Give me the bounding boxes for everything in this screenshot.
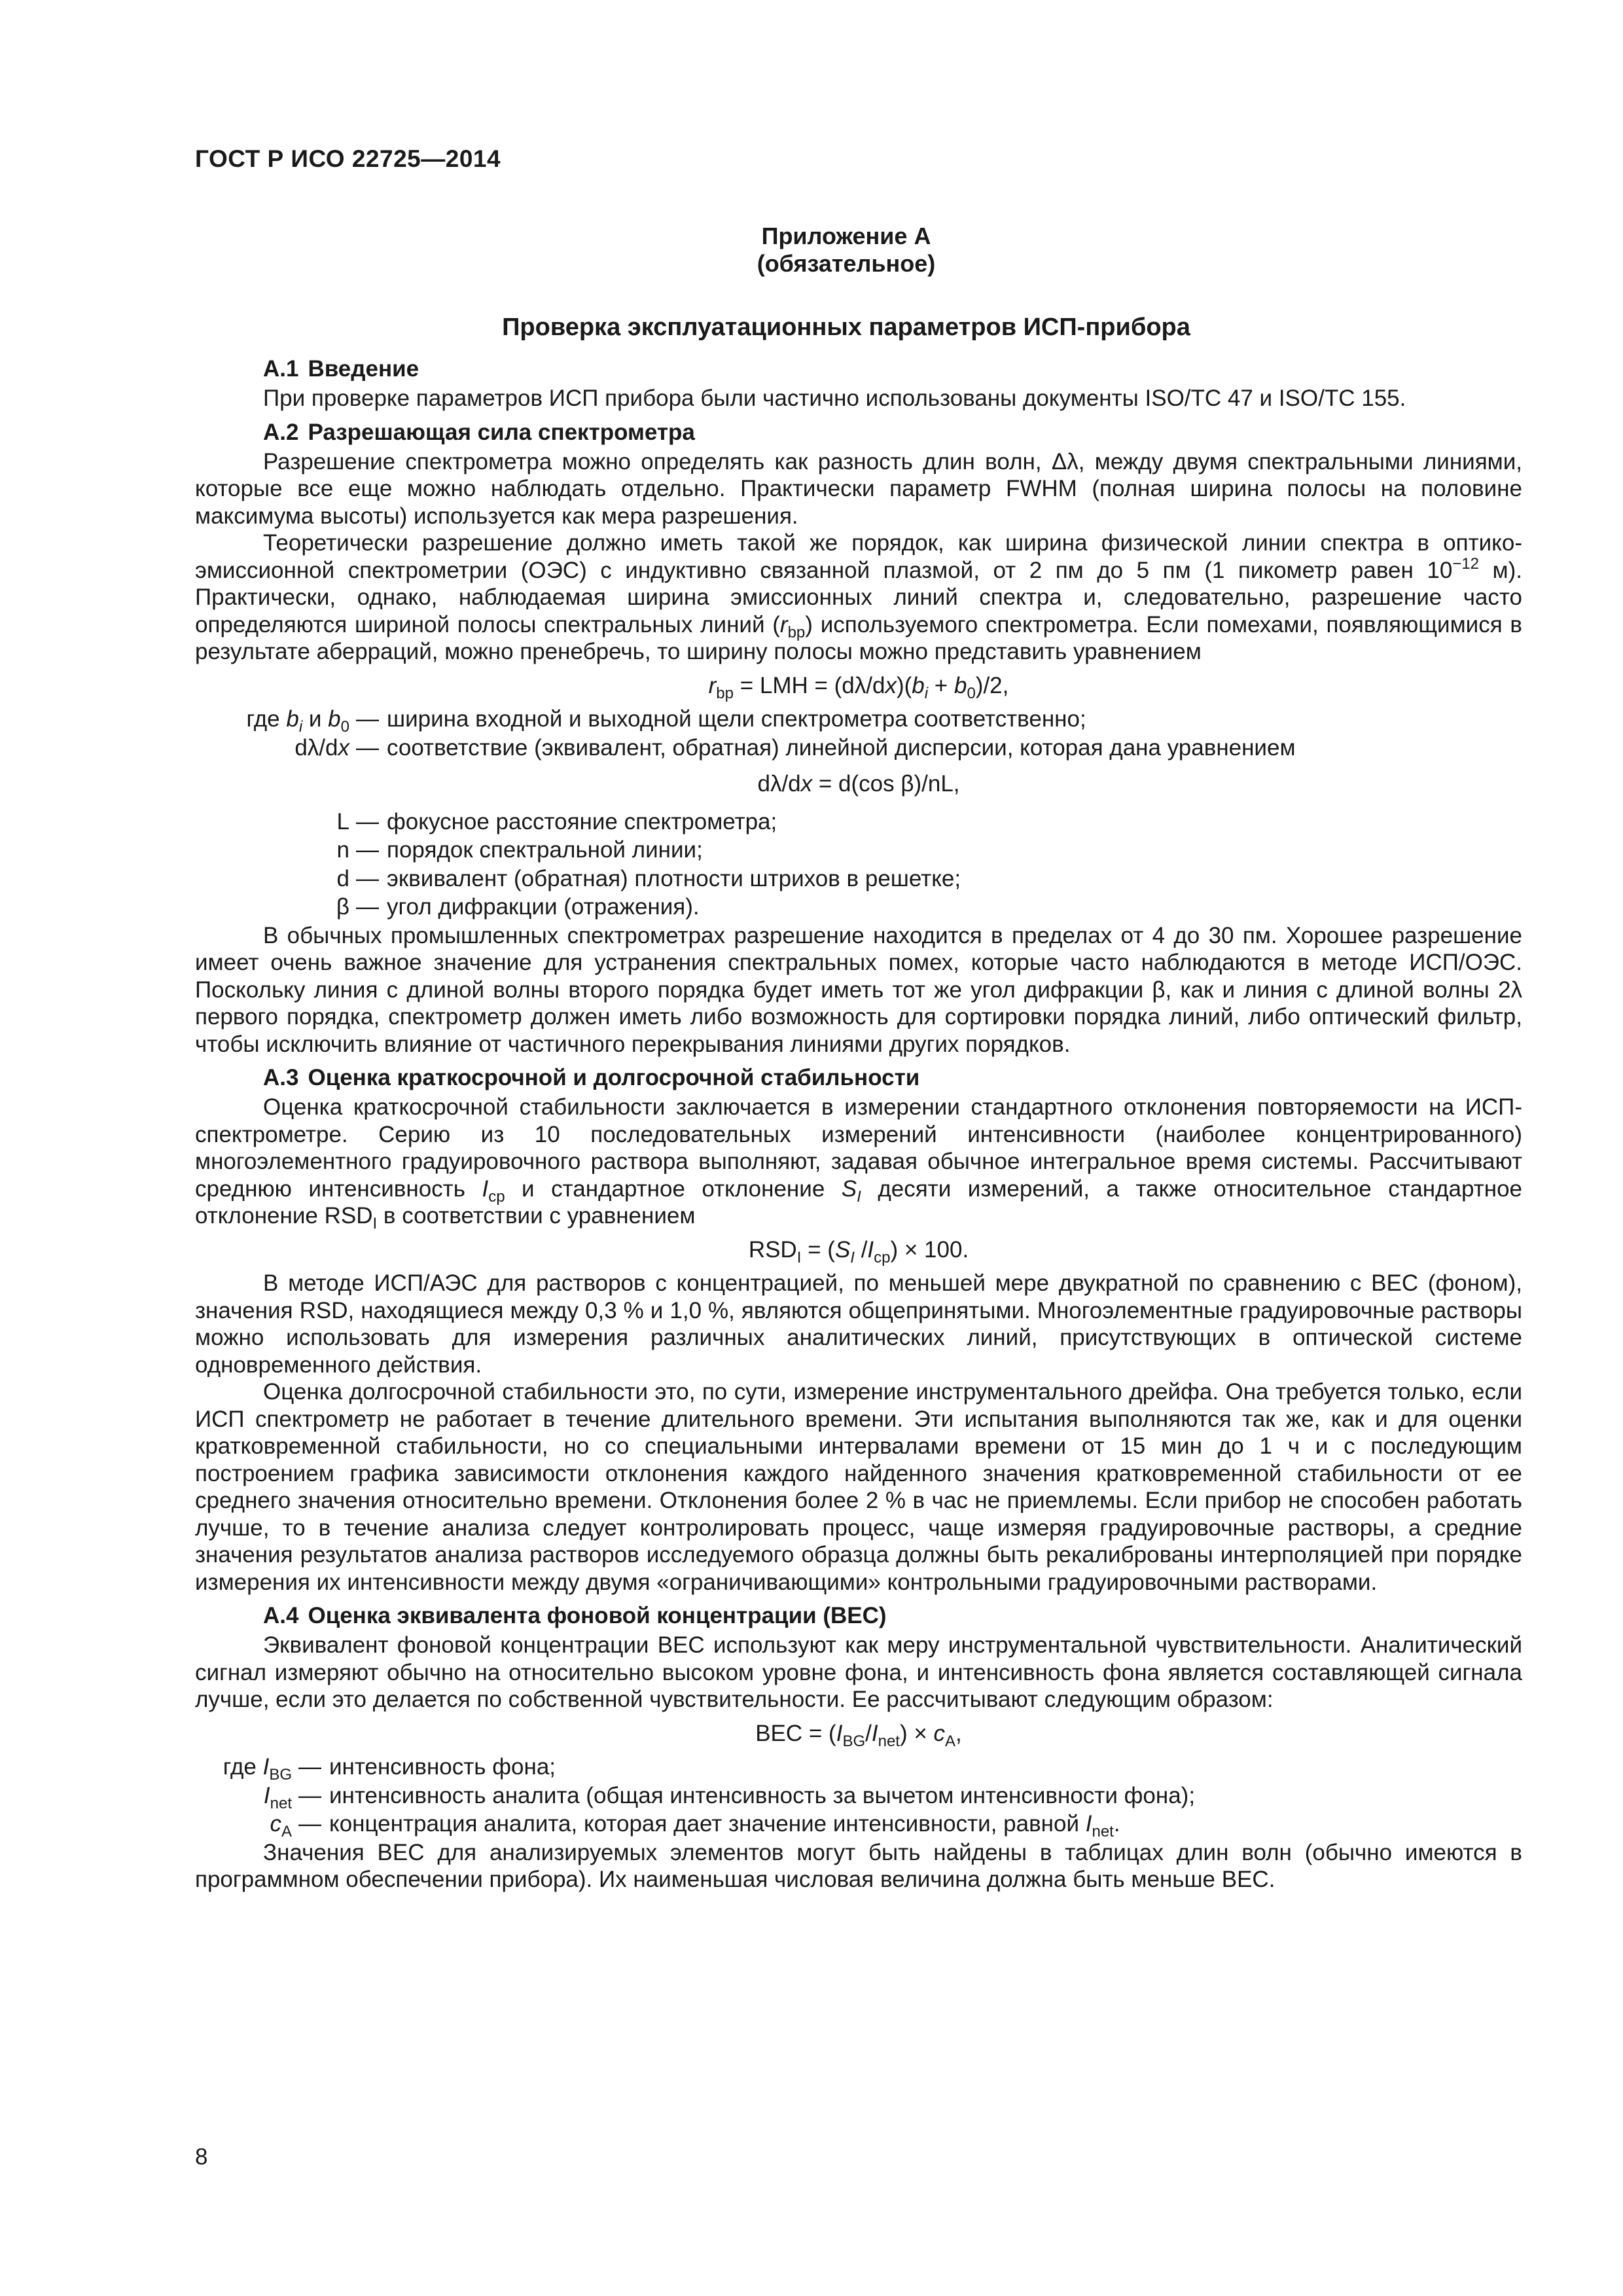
section-heading-a4: А.4 Оценка эквивалента фоновой концентрации (BEC) bbox=[263, 1603, 887, 1628]
paragraph: Оценка долгосрочной стабильности это, по сути, измерение инструментального дрейфа. Она требуется только, если ИСП спектрометр не работает в течение длительного времени. Эти испытания выполняются так же, как и для оценки кратковременной стабильности, но со специальными интервалами времени от 15 мин до 1 ч и с последующим построением графика зависимости отклонения каждого найденного значения кратковременной стабильности от ее среднего значения относительно времени. Отклонения более 2 % в час не приемлемы. Если прибор не способен работать лучше, то в течение анализа следует контролировать процесс, чаще измеряя градуировочные растворы, а средние значения результатов анализа растворов исследуемого образца должны быть рекалиброваны интерполяцией при порядке измерения их интенсивности между двумя «ограничивающими» контрольными градуировочными растворами. bbox=[195, 1379, 1522, 1595]
appendix-title: Проверка эксплуатационных параметров ИСП-прибора bbox=[502, 314, 1190, 341]
paragraph: Значения BEC для анализируемых элементов могут быть найдены в таблицах длин волн (обычно имеются в программном обеспечении прибора). Их наименьшая числовая величина должна быть меньше BEC. bbox=[195, 1839, 1522, 1892]
section-heading-a2: А.2 Разрешающая сила спектрометра bbox=[263, 419, 695, 445]
definition-row: где $I_{BG}$ — интенсивность фона; bbox=[223, 1754, 556, 1784]
document-body bbox=[195, 349, 1522, 1893]
appendix-heading bbox=[195, 223, 1497, 278]
definition-row: d — эквивалент (обратная) плотности штрихов в решетке; bbox=[336, 865, 961, 891]
paragraph: Разрешение спектрометра можно определять как разность длин волн, Δλ, между двумя спектральными линиями, которые все еще можно наблюдать отдельно. Практически параметр FWHM (полная ширина полосы на половине максимума высоты) используется как мера разрешения. bbox=[195, 448, 1522, 529]
formula-bec: BEC = $(I_{BG}/I_{net}) \times c_A$, bbox=[755, 1720, 962, 1750]
paragraph: В обычных промышленных спектрометрах разрешение находится в пределах от 4 до 30 пм. Хорошее разрешение имеет очень важное значение для устранения спектральных помех, которые часто наблюдаются в методе ИСП/ОЭС. Поскольку линия с длиной волны второго порядка будет иметь тот же угол дифракции β, как и линия с длиной волны 2λ первого порядка, спектрометр должен иметь либо возможность для сортировки порядка линий, либо оптический фильтр, чтобы исключить влияние от частичного перекрывания линиями других порядков. bbox=[195, 922, 1522, 1057]
formula-dispersion: dλ/dx = d(cos β)/nL, bbox=[757, 771, 960, 797]
definition-row: $c_A$ — концентрация аналита, которая дает значение интенсивности, равной $I_{net}$. bbox=[270, 1811, 1120, 1840]
definition-list bbox=[195, 808, 1522, 921]
definition-row: где $b_i$ и $b_0$ — ширина входной и выходной щели спектрометра соответственно; bbox=[246, 706, 1086, 736]
definition-row: L — фокусное расстояние спектрометра; bbox=[336, 808, 777, 834]
definition-row: β — угол дифракции (отражения). bbox=[336, 894, 700, 920]
definition-row: n — порядок спектральной линии; bbox=[336, 837, 703, 863]
appendix-status: (обязательное) bbox=[757, 250, 936, 277]
appendix-label: Приложение А bbox=[761, 223, 931, 249]
formula-rsd: $RSD_I = (S_I$ $/I_{cp}) \times 100$. bbox=[748, 1236, 969, 1266]
section-heading-a3: А.3 Оценка краткосрочной и долгосрочной стабильности bbox=[263, 1065, 920, 1090]
definition-row: $I_{net}$ — интенсивность аналита (общая интенсивность за вычетом интенсивности фона); bbox=[263, 1782, 1196, 1812]
document-header: ГОСТ Р ИСО 22725—2014 bbox=[195, 145, 501, 172]
formula-bandwidth: $r_{bp}$ = LMH = $(d\lambda/dx)(b_i + b_0)/2$, bbox=[708, 672, 1009, 702]
paragraph: Теоретически разрешение должно иметь такой же порядок, как ширина физической линии спектра в оптико-эмиссионной спектрометрии (ОЭС) с индуктивно связанной плазмой, от 2 пм до 5 пм (1 пикометр равен $10^{-12}$ м). Практически, однако, наблюдаемая ширина эмиссионных линий спектра и, следовательно, разрешение часто определяются шириной полосы спектральных линий $(r_{bp})$ используемого спектрометра. Если помехами, появляющимися в результате аберраций, можно пренебречь, то ширину полосы можно представить уравнением bbox=[195, 530, 1523, 664]
definition-list bbox=[195, 1753, 1522, 1838]
section-heading-a1: А.1 Введение bbox=[263, 356, 419, 382]
page-number: 8 bbox=[195, 2144, 208, 2170]
paragraph: Оценка краткосрочной стабильности заключается в измерении стандартного отклонения повторяемости на ИСП-спектрометре. Серию из 10 последовательных измерений интенсивности (наиболее концентрированного) многоэлементного градуировочного раствора выполняют, задавая обычное интегральное время системы. Рассчитывают среднюю интенсивность $I_{cp}$ и стандартное отклонение $S_I$ десяти измерений, а также относительное стандартное отклонение $RSD_I$ в соответствии с уравнением bbox=[195, 1094, 1523, 1232]
definition-row: dλ/dx — соответствие (эквивалент, обратная) линейной дисперсии, которая дана уравнением bbox=[294, 734, 1296, 761]
paragraph: Эквивалент фоновой концентрации BEC используют как меру инструментальной чувствительности. Аналитический сигнал измеряют обычно на относительно высоком уровне фона, и интенсивность фона является составляющей сигнала лучше, если это делается по собственной чувствительности. Ее рассчитывают следующим образом: bbox=[195, 1632, 1522, 1712]
paragraph: При проверке параметров ИСП прибора были частично использованы документы ISO/TC 47 и ISO/TC 155. bbox=[263, 386, 1406, 411]
paragraph: В методе ИСП/АЭС для растворов с концентрацией, по меньшей мере двукратной по сравнению с BEC (фоном), значения RSD, находящиеся между 0,3 % и 1,0 %, являются общепринятыми. Многоэлементные градуировочные растворы можно использовать для измерения различных аналитических линий, присутствующих в оптической системе одновременного действия. bbox=[195, 1270, 1522, 1378]
